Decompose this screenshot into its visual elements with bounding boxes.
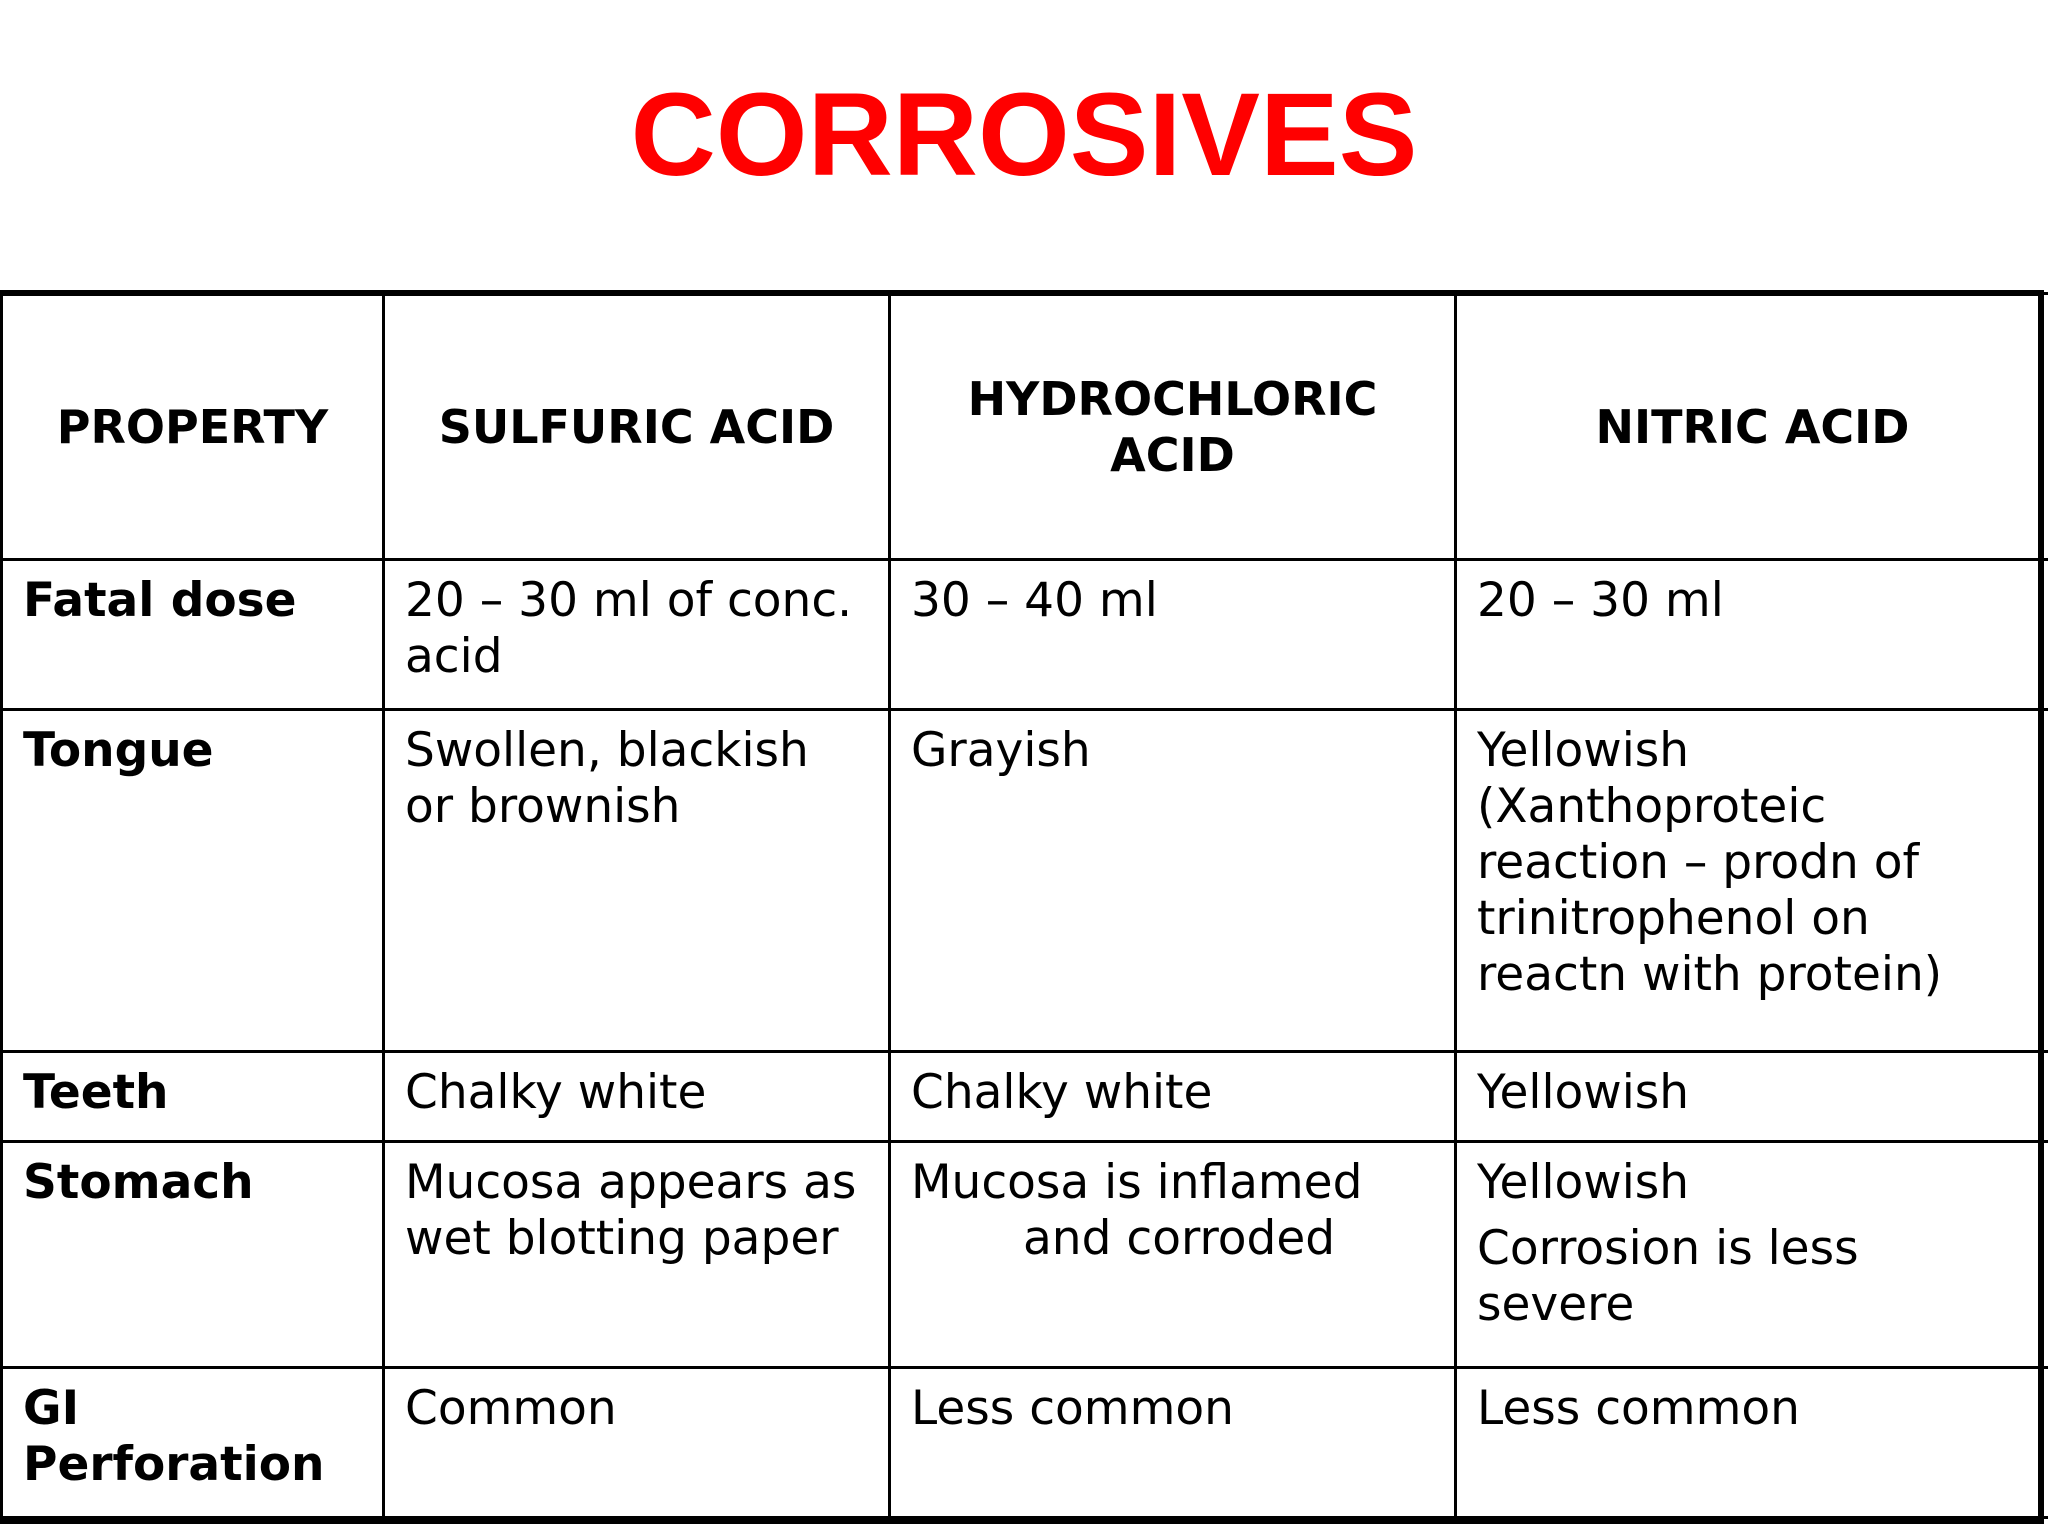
hydrochloric-cell: 30 – 40 ml <box>890 560 1456 710</box>
table-row <box>2 1052 2048 1142</box>
table-row <box>2 1368 2048 1518</box>
header-row <box>2 294 2048 560</box>
property-cell: Stomach <box>2 1142 384 1368</box>
nitric-cell: Yellowish (Xanthoproteic reaction – prodn of trinitrophenol on reactn with protein) <box>1456 710 2048 1052</box>
hydrochloric-cell: Chalky white <box>890 1052 1456 1142</box>
comparison-table <box>0 292 2048 1519</box>
hydrochloric-stomach-line2: and corroded <box>1023 1211 1336 1266</box>
nitric-stomach-line1: Yellowish <box>1477 1155 1690 1210</box>
nitric-cell <box>1456 1142 2048 1368</box>
property-cell: Fatal dose <box>2 560 384 710</box>
property-cell: Teeth <box>2 1052 384 1142</box>
nitric-cell: 20 – 30 ml <box>1456 560 2048 710</box>
property-cell: GI Perforation <box>2 1368 384 1518</box>
nitric-cell: Less common <box>1456 1368 2048 1518</box>
property-cell: Tongue <box>2 710 384 1052</box>
nitric-stomach-line2: Corrosion is less severe <box>1477 1221 1859 1332</box>
sulfuric-cell: 20 – 30 ml of conc. acid <box>384 560 890 710</box>
slide-title: CORROSIVES <box>630 69 1418 201</box>
header-hydrochloric-acid: HYDROCHLORIC ACID <box>890 294 1456 560</box>
hydrochloric-cell <box>890 1142 1456 1368</box>
sulfuric-cell: Mucosa appears as wet blotting paper <box>384 1142 890 1368</box>
hydrochloric-cell: Grayish <box>890 710 1456 1052</box>
sulfuric-cell: Swollen, blackish or brownish <box>384 710 890 1052</box>
hydrochloric-stomach-line1: Mucosa is inflamed <box>911 1155 1363 1210</box>
table-row <box>2 710 2048 1052</box>
sulfuric-cell: Common <box>384 1368 890 1518</box>
header-nitric-acid: NITRIC ACID <box>1456 294 2048 560</box>
header-property: PROPERTY <box>2 294 384 560</box>
hydrochloric-cell: Less common <box>890 1368 1456 1518</box>
nitric-cell: Yellowish <box>1456 1052 2048 1142</box>
table-row <box>2 560 2048 710</box>
table-row <box>2 1142 2048 1368</box>
header-sulfuric-acid: SULFURIC ACID <box>384 294 890 560</box>
sulfuric-cell: Chalky white <box>384 1052 890 1142</box>
